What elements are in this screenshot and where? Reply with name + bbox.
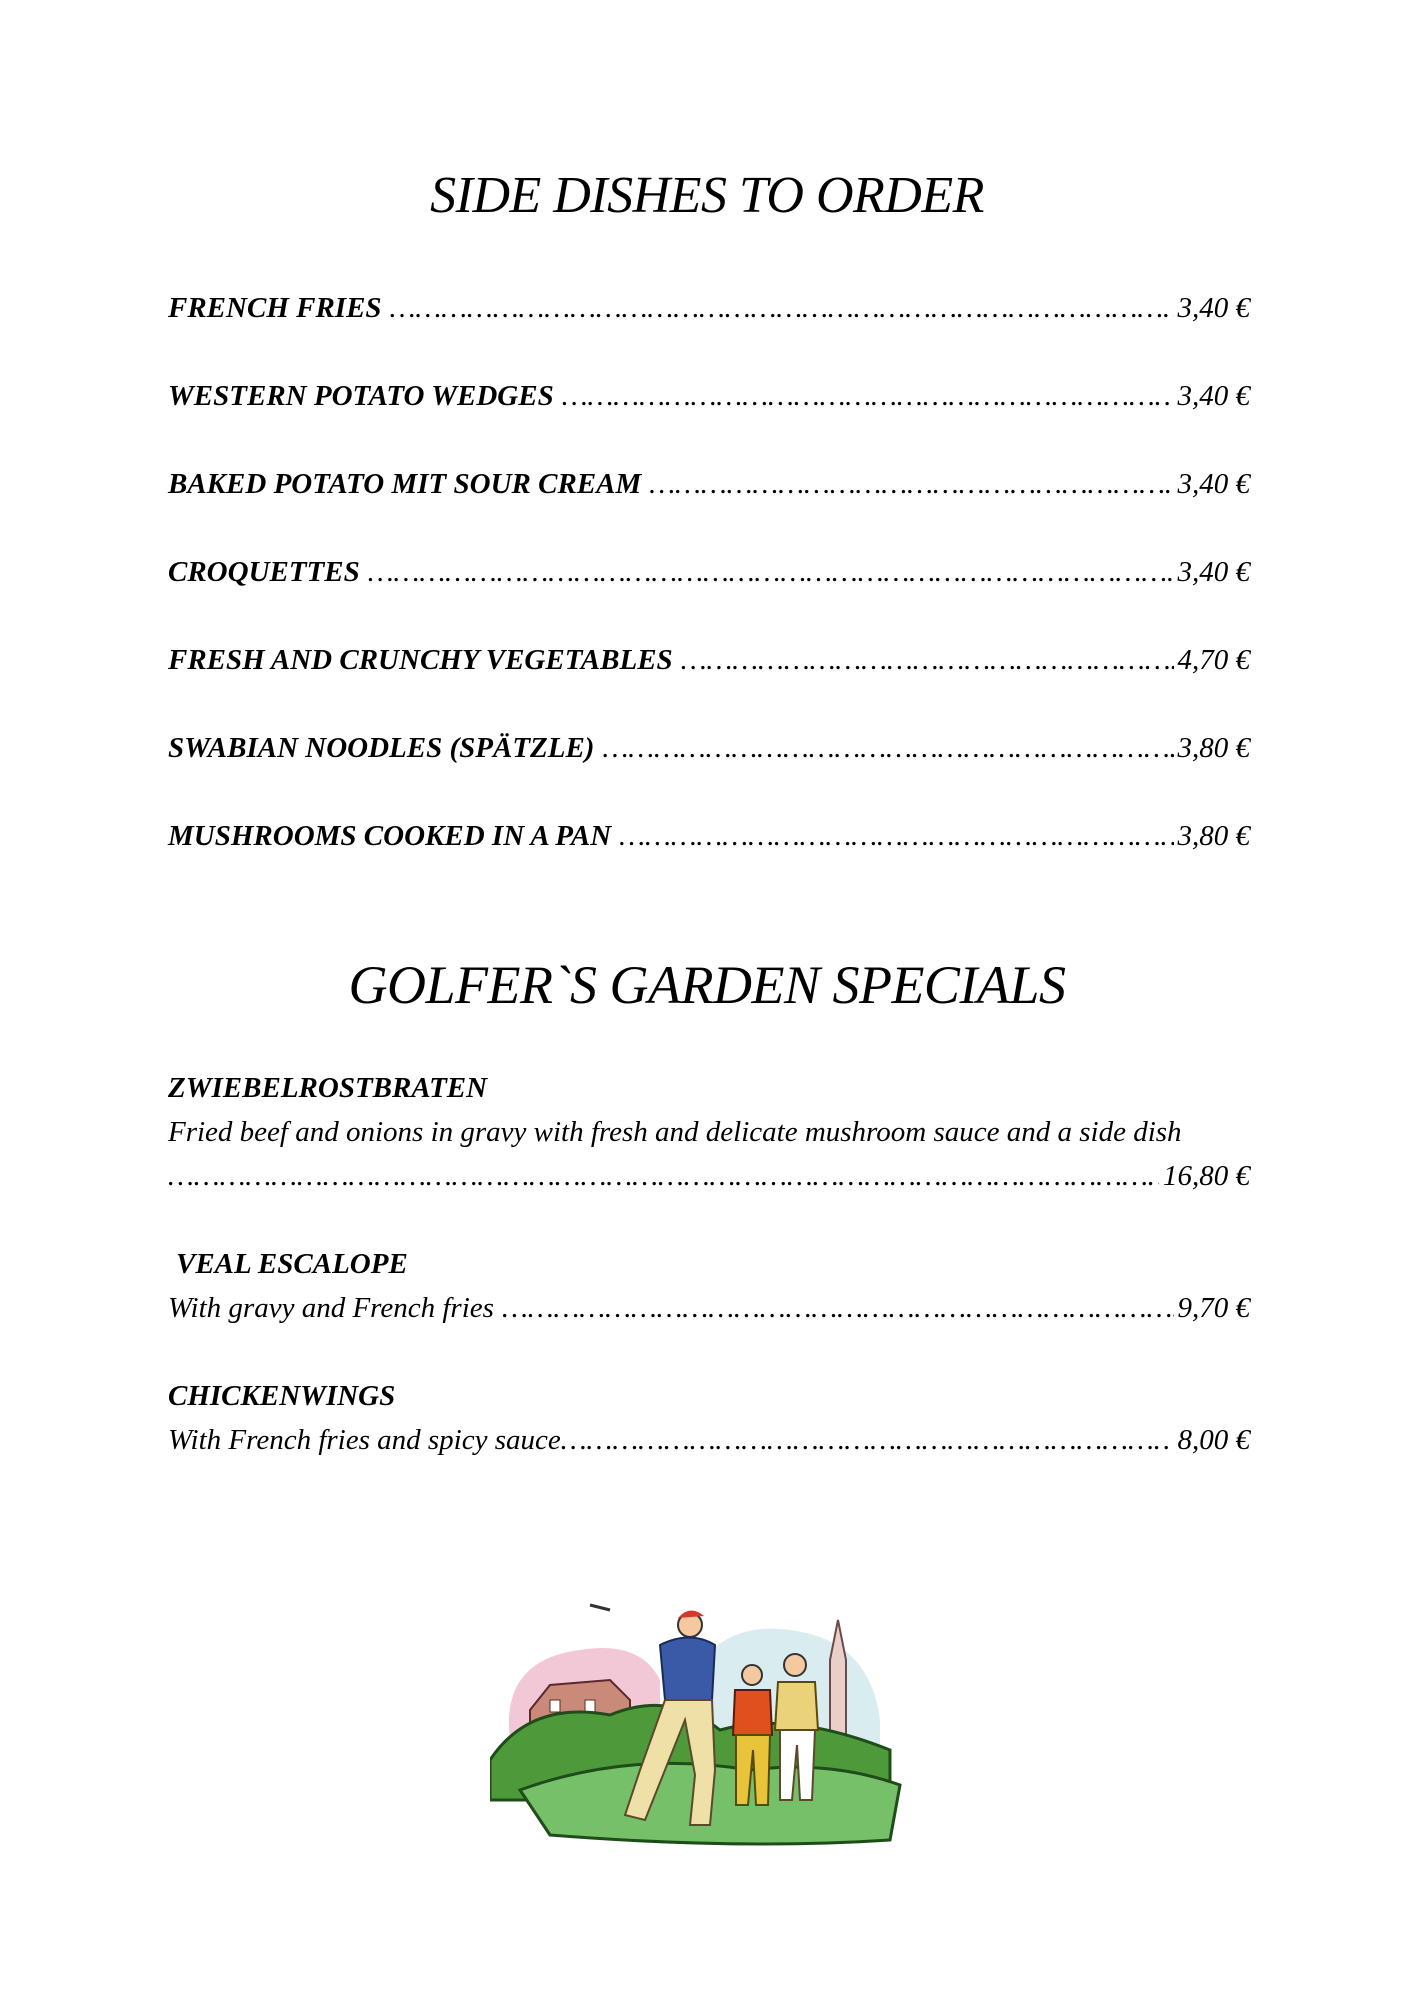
dot-leader [602,730,1173,766]
menu-item [168,818,1250,854]
item-name: BAKED POTATO MIT SOUR CREAM [168,468,642,500]
spectator-head [784,1654,806,1676]
dot-leader [502,1290,1174,1326]
menu-item [168,730,1250,766]
menu-item [168,378,1250,414]
golfers-clipart-icon [490,1600,910,1850]
special-item-name: VEAL ESCALOPE [176,1248,408,1280]
menu-item [168,466,1250,502]
special-item-row [168,1422,1250,1458]
item-price: 3,40 € [1177,380,1250,412]
item-price: 4,70 € [1177,644,1250,676]
special-item-name: CHICKENWINGS [168,1380,396,1412]
spectator-head [742,1665,762,1685]
item-name: FRENCH FRIES [168,292,382,324]
item-price: 3,40 € [1177,556,1250,588]
dot-leader [649,466,1173,502]
special-item-name: ZWIEBELROSTBRATEN [168,1072,488,1104]
special-item-row [168,1290,1250,1326]
dot-leader [368,554,1174,590]
item-price: 8,00 € [1177,1424,1250,1456]
item-price: 3,80 € [1177,732,1250,764]
menu-item [168,554,1250,590]
dot-leader [390,290,1174,326]
item-price: 16,80 € [1163,1160,1250,1192]
menu-item [168,290,1250,326]
specials-title: GOLFER`S GARDEN SPECIALS [348,955,1066,1015]
special-item-description: With French fries and spicy sauce [168,1424,561,1456]
dot-leader [168,1158,1159,1194]
item-name: FRESH AND CRUNCHY VEGETABLES [168,644,673,676]
item-price: 3,80 € [1177,820,1250,852]
item-name: SWABIAN NOODLES (SPÄTZLE) [168,732,595,764]
golf-club [590,1605,610,1610]
golfer-shirt [660,1638,715,1701]
item-price: 3,40 € [1177,292,1250,324]
special-item-price-row [168,1158,1250,1194]
dot-leader [562,378,1174,414]
window [550,1700,560,1712]
item-price: 9,70 € [1177,1292,1250,1324]
side-dishes-title: SIDE DISHES TO ORDER [430,167,984,224]
dot-leader [561,1422,1174,1458]
item-name: WESTERN POTATO WEDGES [168,380,554,412]
window [585,1700,595,1712]
dot-leader [681,642,1174,678]
spectator-sweater [775,1682,818,1730]
item-price: 3,40 € [1177,468,1250,500]
special-item-description: With gravy and French fries [168,1292,494,1324]
special-item-description: Fried beef and onions in gravy with fresh and delicate mushroom sauce and a side dish [168,1116,1182,1148]
item-name: MUSHROOMS COOKED IN A PAN [168,820,612,852]
item-name: CROQUETTES [168,556,360,588]
dot-leader [619,818,1173,854]
menu-item [168,642,1250,678]
spectator-sweater [733,1690,772,1735]
